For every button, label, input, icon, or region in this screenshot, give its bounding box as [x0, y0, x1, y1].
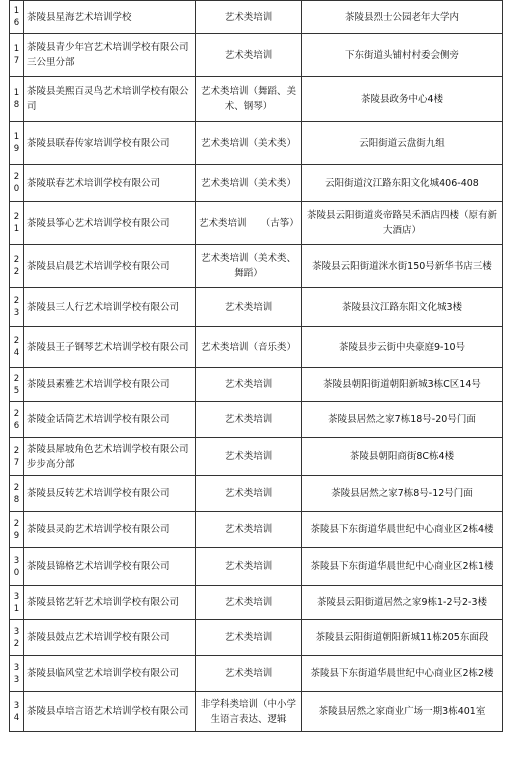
training-category: 艺术类培训 — [196, 656, 302, 692]
institution-address: 下东街道头铺村村委会侧旁 — [302, 34, 503, 77]
table-row — [10, 620, 503, 656]
table-row — [10, 34, 503, 77]
table-row — [10, 122, 503, 165]
row-number — [10, 548, 24, 586]
training-category: 艺术类培训 — [196, 548, 302, 586]
row-number-digit: 4 — [13, 348, 20, 358]
row-number — [10, 1, 24, 34]
training-category: 艺术类培训（舞蹈、美术、钢琴） — [196, 77, 302, 122]
row-number-digit: 1 — [13, 6, 20, 16]
table-row — [10, 165, 503, 202]
row-number — [10, 438, 24, 476]
row-number-digit: 2 — [13, 373, 20, 384]
table-row — [10, 548, 503, 586]
row-number-digit: 2 — [13, 408, 20, 419]
institution-name: 茶陵县王子钢琴艺术培训学校有限公司 — [24, 327, 196, 368]
institution-name: 茶陵联春艺术培训学校有限公司 — [24, 165, 196, 202]
institution-address: 茶陵县下东街道华晨世纪中心商业区2栋1楼 — [302, 548, 503, 586]
row-number — [10, 656, 24, 692]
training-category: 艺术类培训 — [196, 586, 302, 620]
row-number-digit: 2 — [13, 212, 20, 222]
institution-name: 茶陵县犀坡角色艺术培训学校有限公司步步高分部 — [24, 438, 196, 476]
row-number-digit: 3 — [13, 674, 20, 685]
row-number-digit: 2 — [13, 267, 20, 277]
row-number-digit: 1 — [13, 44, 20, 54]
training-category: 艺术类培训 — [196, 402, 302, 438]
institution-name: 茶陵县反转艺术培训学校有限公司 — [24, 476, 196, 512]
row-number-digit: 3 — [13, 591, 20, 602]
institution-address: 茶陵县烈士公园老年大学内 — [302, 1, 503, 34]
row-number-digit: 1 — [13, 88, 20, 98]
institution-address: 茶陵县下东街道华晨世纪中心商业区2栋2楼 — [302, 656, 503, 692]
row-number-digit: 3 — [13, 555, 20, 566]
row-number-digit: 3 — [13, 662, 20, 673]
row-number-digit: 8 — [13, 494, 20, 505]
institution-name: 茶陵县联春传家培训学校有限公司 — [24, 122, 196, 165]
institution-name: 茶陵县三人行艺术培训学校有限公司 — [24, 288, 196, 327]
row-number-digit: 2 — [13, 172, 20, 182]
table-row — [10, 288, 503, 327]
row-number-digit: 5 — [13, 385, 20, 396]
training-category: 非学科类培训（中小学生语言表达、逻辑 — [196, 692, 302, 732]
institution-name: 茶陵县卓培言语艺术培训学校有限公司 — [24, 692, 196, 732]
row-number-digit: 4 — [13, 712, 20, 723]
institution-name: 茶陵县筝心艺术培训学校有限公司 — [24, 202, 196, 245]
table-row — [10, 77, 503, 122]
institution-name: 茶陵县灵韵艺术培训学校有限公司 — [24, 512, 196, 548]
row-number — [10, 402, 24, 438]
institution-name: 茶陵金话筒艺术培训学校有限公司 — [24, 402, 196, 438]
institution-address: 茶陵县云阳街道炎帝路吴禾酒店四楼（原有新大酒店） — [302, 202, 503, 245]
row-number — [10, 586, 24, 620]
institution-address: 茶陵县步云街中央豪庭9-10号 — [302, 327, 503, 368]
row-number-digit: 9 — [13, 530, 20, 541]
institution-name: 茶陵县临风堂艺术培训学校有限公司 — [24, 656, 196, 692]
training-category: 艺术类培训 （古筝） — [196, 202, 302, 245]
row-number-digit: 2 — [13, 638, 20, 649]
row-number — [10, 368, 24, 402]
institution-address: 茶陵县政务中心4楼 — [302, 77, 503, 122]
row-number-digit: 2 — [13, 336, 20, 346]
row-number-digit: 2 — [13, 518, 20, 529]
row-number-digit: 1 — [13, 132, 20, 142]
row-number — [10, 122, 24, 165]
row-number — [10, 202, 24, 245]
institution-address: 茶陵县下东街道华晨世纪中心商业区2栋4楼 — [302, 512, 503, 548]
row-number-digit: 8 — [13, 100, 20, 110]
table-body — [10, 1, 503, 732]
row-number-digit: 2 — [13, 296, 20, 306]
institution-address: 云阳街道云盘街九组 — [302, 122, 503, 165]
training-category: 艺术类培训 — [196, 368, 302, 402]
row-number — [10, 327, 24, 368]
institution-name: 茶陵县素雅艺术培训学校有限公司 — [24, 368, 196, 402]
institution-name: 茶陵县锦格艺术培训学校有限公司 — [24, 548, 196, 586]
training-category: 艺术类培训 — [196, 438, 302, 476]
training-category: 艺术类培训 — [196, 620, 302, 656]
row-number — [10, 512, 24, 548]
table-row — [10, 1, 503, 34]
table-row — [10, 402, 503, 438]
institution-address: 茶陵县云阳街道朝阳新城11栋205东面段 — [302, 620, 503, 656]
row-number-digit: 7 — [13, 56, 20, 66]
institution-address: 茶陵县汶江路东阳文化城3楼 — [302, 288, 503, 327]
row-number — [10, 288, 24, 327]
row-number-digit: 1 — [13, 603, 20, 614]
training-category: 艺术类培训 — [196, 288, 302, 327]
row-number-digit: 0 — [13, 567, 20, 578]
row-number — [10, 34, 24, 77]
row-number-digit: 2 — [13, 482, 20, 493]
institution-address: 云阳街道汶江路东阳文化城406-408 — [302, 165, 503, 202]
row-number-digit: 6 — [13, 420, 20, 431]
institution-address: 茶陵县云阳街道洣水街150号新华书店三楼 — [302, 245, 503, 288]
institution-table — [9, 0, 503, 732]
institution-address: 茶陵县居然之家7栋18号-20号门面 — [302, 402, 503, 438]
table-row — [10, 327, 503, 368]
table-row — [10, 438, 503, 476]
institution-name: 茶陵县启晨艺术培训学校有限公司 — [24, 245, 196, 288]
training-category: 艺术类培训 — [196, 512, 302, 548]
table-row — [10, 202, 503, 245]
institution-name: 茶陵县星海艺术培训学校 — [24, 1, 196, 34]
training-category: 艺术类培训 — [196, 476, 302, 512]
institution-address: 茶陵县云阳街道居然之家9栋1-2号2-3楼 — [302, 586, 503, 620]
row-number — [10, 245, 24, 288]
row-number — [10, 77, 24, 122]
row-number — [10, 620, 24, 656]
institution-address: 茶陵县朝阳街道朝阳新城3栋C区14号 — [302, 368, 503, 402]
table-row — [10, 512, 503, 548]
row-number — [10, 476, 24, 512]
row-number — [10, 165, 24, 202]
training-category: 艺术类培训（美术类） — [196, 122, 302, 165]
table-row — [10, 368, 503, 402]
table-row — [10, 245, 503, 288]
row-number-digit: 3 — [13, 700, 20, 711]
table-row — [10, 656, 503, 692]
row-number-digit: 1 — [13, 224, 20, 234]
table-row — [10, 692, 503, 732]
row-number-digit: 3 — [13, 308, 20, 318]
institution-name: 茶陵县美熙百灵鸟艺术培训学校有限公司 — [24, 77, 196, 122]
training-category: 艺术类培训（音乐类） — [196, 327, 302, 368]
row-number-digit: 2 — [13, 445, 20, 456]
training-category: 艺术类培训（美术类） — [196, 165, 302, 202]
institution-address: 茶陵县居然之家商业广场一期3栋401室 — [302, 692, 503, 732]
table-row — [10, 476, 503, 512]
table-row — [10, 586, 503, 620]
institution-name: 茶陵县鼓点艺术培训学校有限公司 — [24, 620, 196, 656]
row-number-digit: 9 — [13, 144, 20, 154]
row-number-digit: 0 — [13, 184, 20, 194]
row-number-digit: 3 — [13, 626, 20, 637]
institution-name: 茶陵县青少年宫艺术培训学校有限公司三公里分部 — [24, 34, 196, 77]
training-category: 艺术类培训（美术类、舞蹈） — [196, 245, 302, 288]
training-category: 艺术类培训 — [196, 1, 302, 34]
row-number-digit: 2 — [13, 255, 20, 265]
institution-address: 茶陵县居然之家7栋8号-12号门面 — [302, 476, 503, 512]
row-number-digit: 7 — [13, 457, 20, 468]
training-category: 艺术类培训 — [196, 34, 302, 77]
row-number — [10, 692, 24, 732]
institution-name: 茶陵县铭艺轩艺术培训学校有限公司 — [24, 586, 196, 620]
institution-address: 茶陵县朝阳商街8C栋4楼 — [302, 438, 503, 476]
row-number-digit: 6 — [13, 18, 20, 28]
